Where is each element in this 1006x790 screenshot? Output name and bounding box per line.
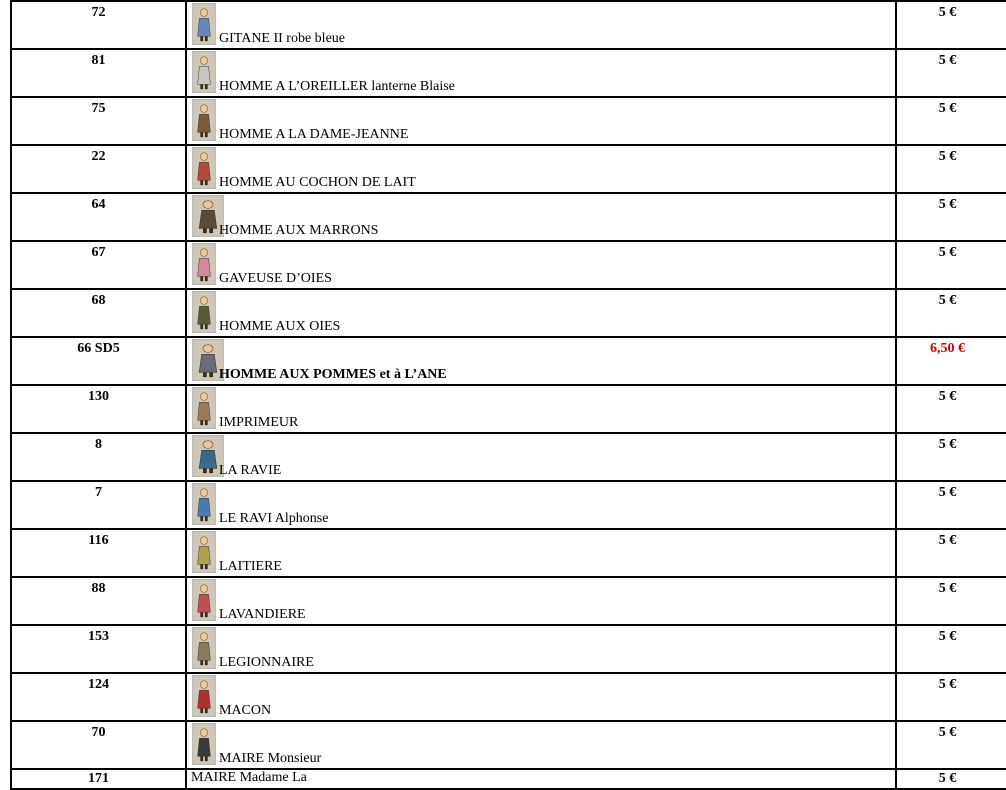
desc-cell [186, 481, 896, 529]
price-cell: 5 € [896, 241, 1006, 289]
ref-cell: 64 [11, 193, 186, 241]
desc-cell [186, 433, 896, 481]
table-row [11, 289, 1006, 337]
table-row [11, 193, 1006, 241]
ref-cell: 75 [11, 97, 186, 145]
santon-icon [192, 51, 216, 93]
price-cell: 5 € [896, 769, 1006, 789]
santon-icon [192, 243, 216, 285]
ref-cell: 68 [11, 289, 186, 337]
price-cell: 5 € [896, 145, 1006, 193]
ref-cell: 66 SD5 [11, 337, 186, 385]
item-name: MAIRE Madame La [191, 770, 307, 785]
item-name: GAVEUSE D’OIES [219, 271, 332, 286]
table-row [11, 721, 1006, 769]
ref-cell: 8 [11, 433, 186, 481]
desc-cell [186, 673, 896, 721]
santon-icon [192, 387, 216, 429]
santon-icon [192, 723, 216, 765]
item-name: MACON [219, 703, 272, 718]
table-row [11, 433, 1006, 481]
ref-cell: 88 [11, 577, 186, 625]
table-row [11, 625, 1006, 673]
ref-cell: 70 [11, 721, 186, 769]
santon-icon [192, 291, 216, 333]
item-name: HOMME AUX MARRONS [219, 223, 379, 238]
price-cell: 5 € [896, 721, 1006, 769]
desc-cell [186, 289, 896, 337]
item-name: HOMME AUX POMMES et à L’ANE [219, 367, 447, 382]
santon-icon [192, 99, 216, 141]
table-row [11, 481, 1006, 529]
price-cell: 5 € [896, 289, 1006, 337]
table-row [11, 1, 1006, 49]
ref-cell: 81 [11, 49, 186, 97]
item-name: HOMME AU COCHON DE LAIT [219, 175, 416, 190]
desc-cell [186, 1, 896, 49]
ref-cell: 124 [11, 673, 186, 721]
santon-icon [192, 3, 216, 45]
table-row [11, 385, 1006, 433]
santon-icon [192, 675, 216, 717]
ref-cell: 72 [11, 1, 186, 49]
price-cell: 5 € [896, 625, 1006, 673]
table-row [11, 673, 1006, 721]
price-cell: 5 € [896, 529, 1006, 577]
ref-cell: 7 [11, 481, 186, 529]
desc-cell [186, 577, 896, 625]
ref-cell: 153 [11, 625, 186, 673]
desc-cell [186, 49, 896, 97]
table-row [11, 49, 1006, 97]
price-cell: 5 € [896, 433, 1006, 481]
desc-cell [186, 97, 896, 145]
table-body [11, 1, 1006, 789]
item-name: LE RAVI Alphonse [219, 511, 329, 526]
item-name: GITANE II robe bleue [219, 31, 345, 46]
desc-cell [186, 625, 896, 673]
desc-cell [186, 241, 896, 289]
santon-icon [192, 147, 216, 189]
santon-price-table [10, 0, 1006, 790]
price-cell: 5 € [896, 49, 1006, 97]
table-row [11, 529, 1006, 577]
santon-icon [192, 483, 216, 525]
item-name: LA RAVIE [219, 463, 282, 478]
item-name: HOMME AUX OIES [219, 319, 341, 334]
santon-icon [192, 531, 216, 573]
item-name: HOMME A LA DAME-JEANNE [219, 127, 409, 142]
table-row [11, 97, 1006, 145]
price-cell: 5 € [896, 97, 1006, 145]
price-cell: 5 € [896, 1, 1006, 49]
item-name: LAITIERE [219, 559, 282, 574]
desc-cell [186, 145, 896, 193]
table-row [11, 337, 1006, 385]
price-cell: 5 € [896, 673, 1006, 721]
ref-cell: 171 [11, 769, 186, 789]
santon-icon [192, 627, 216, 669]
desc-cell [186, 721, 896, 769]
price-cell: 5 € [896, 481, 1006, 529]
ref-cell: 116 [11, 529, 186, 577]
desc-cell [186, 337, 896, 385]
desc-cell [186, 769, 896, 789]
table-row [11, 769, 1006, 789]
price-cell: 5 € [896, 193, 1006, 241]
ref-cell: 130 [11, 385, 186, 433]
price-cell: 5 € [896, 577, 1006, 625]
item-name: LAVANDIERE [219, 607, 306, 622]
desc-cell [186, 385, 896, 433]
item-name: MAIRE Monsieur [219, 751, 322, 766]
table-row [11, 241, 1006, 289]
price-list-sheet [10, 0, 1006, 790]
item-name: IMPRIMEUR [219, 415, 299, 430]
item-name: HOMME A L’OREILLER lanterne Blaise [219, 79, 455, 94]
price-cell: 5 € [896, 385, 1006, 433]
ref-cell: 22 [11, 145, 186, 193]
item-name: LEGIONNAIRE [219, 655, 314, 670]
ref-cell: 67 [11, 241, 186, 289]
table-row [11, 145, 1006, 193]
table-row [11, 577, 1006, 625]
desc-cell [186, 193, 896, 241]
desc-cell [186, 529, 896, 577]
santon-icon [192, 579, 216, 621]
price-cell: 6,50 € [896, 337, 1006, 385]
